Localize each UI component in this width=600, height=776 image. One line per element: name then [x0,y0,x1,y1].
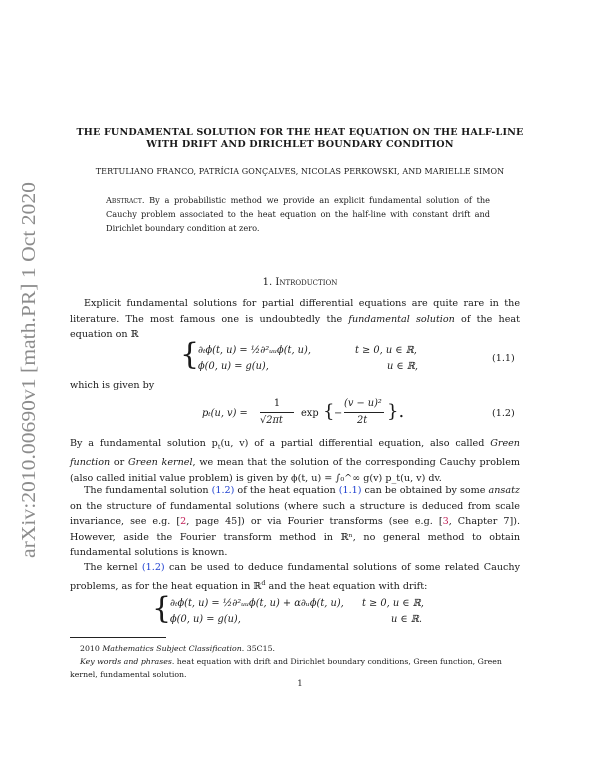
eq12-inner-bar [344,412,384,413]
footnote-rule [70,637,166,638]
eq12-inner-den: 2t [357,415,368,426]
page-number: 1 [297,679,303,689]
intro-paragraph-2: which is given by [70,380,155,391]
eq12-lhs: pₜ(u, v) = [202,408,248,419]
equation-1-1-brace: { [180,337,200,372]
intro-p5-text-c: and the heat equation with drift: [265,580,428,592]
intro-p3-text-d: , we mean that the solution of the corresponding Cauchy problem (also called initial value problem) is given by ϕ(t, u) = ∫₀^∞ g(v) p_t(u, v) dv. [70,457,520,484]
intro-paragraph-1 [70,296,520,343]
eq11-label: (1.1) [492,353,515,364]
eq12-minus: − [334,408,343,419]
eq11-line1: ∂ₜϕ(t, u) = ½∂²ᵤᵤϕ(t, u), [198,345,311,356]
intro-p4-text-c: can be obtained by some [361,485,489,496]
abstract [106,193,490,235]
intro-p3-sub: t [217,442,221,451]
eq12-close-brace: }. [387,401,405,422]
eq12-frac-den: √2πt [260,415,283,426]
eq12-open-brace: { [323,401,335,422]
abstract-text: By a probabilistic method we provide an explicit fundamental solution of the Cauchy problem associated to the heat equation on the half-line with constant drift and Dirichlet boundary condition at zero. [106,195,490,233]
msc-label: Mathematics Subject Classification. [102,644,245,653]
eq13-line1: ∂ₜϕ(t, u) = ½∂²ᵤᵤϕ(t, u) + α∂ᵤϕ(t, u), [170,598,344,609]
section-number: 1. [262,277,273,288]
msc-prefix: 2010 [80,644,103,653]
paper-title-line-1: THE FUNDAMENTAL SOLUTION FOR THE HEAT EQUATION ON THE HALF-LINE [76,127,524,138]
intro-p5-text-b: can be used to deduce fundamental solutions of some related Cauchy problems, as for the heat equation in ℝ [70,562,520,592]
intro-p1-text-b: of the heat equation on ℝ [70,313,520,340]
footnote-keywords [70,655,522,681]
keywords-label: Key words and phrases. [80,657,175,666]
intro-paragraph-5 [70,560,520,594]
citation-2[interactable]: 2 [180,516,187,527]
intro-paragraph-3 [70,436,520,486]
arxiv-identifier [4,180,48,560]
eq12-exp: exp [301,408,319,419]
equation-drift-brace: { [152,591,172,626]
intro-p4-text-e: , page 45]) or via Fourier transforms (see e.g. [ [186,516,443,527]
eq11-cond1: t ≥ 0, u ∈ ℝ, [355,345,417,356]
section-title: Introduction [275,277,338,288]
intro-p4-text-f: , Chapter 7]). However, aside the Fourier transform method in ℝⁿ, no general method to obtain fundamental solutions is known. [70,516,520,558]
equation-ref-1-2-second[interactable]: (1.2) [141,562,165,573]
equation-ref-1-1[interactable]: (1.1) [338,485,362,496]
intro-p3-text-a: By a fundamental solution p [70,438,218,449]
intro-p5-text-a: The kernel [84,562,142,573]
intro-p3-text-b: (u, v) of a partial differential equation, also called [220,438,491,449]
intro-p3-text-c: or [110,457,129,469]
intro-p5-sup: d [261,578,266,587]
eq12-frac-bar [260,412,294,413]
arxiv-identifier-text: arXiv:2010.00690v1 [math.PR] 1 Oct 2020 [18,210,40,558]
footnote-msc [80,642,522,655]
eq12-inner-num: (v − u)² [344,398,382,409]
eq12-label: (1.2) [492,408,515,419]
msc-value: 35C15. [244,644,276,653]
equation-ref-1-2[interactable]: (1.2) [211,485,235,496]
eq12-frac-num: 1 [273,398,281,409]
intro-p4-text-a: The fundamental solution [84,485,212,496]
author-list: TERTULIANO FRANCO, PATRÍCIA GONÇALVES, NICOLAS PERKOWSKI, AND MARIELLE SIMON [95,167,505,176]
paper-title-line-2: WITH DRIFT AND DIRICHLET BOUNDARY CONDITION [146,139,454,150]
eq13-cond2: u ∈ ℝ. [391,614,423,625]
citation-3[interactable]: 3 [442,516,449,527]
intro-p3-green-function: Green function [70,438,520,469]
abstract-label: Abstract. [106,195,145,205]
intro-paragraph-4 [70,483,520,561]
keywords-value: heat equation with drift and Dirichlet boundary conditions, Green function, Green kernel, fundamental solution. [70,657,502,679]
intro-p4-ansatz: ansatz [488,485,520,496]
eq11-cond2: u ∈ ℝ, [387,361,419,372]
intro-p4-text-d: on the structure of fundamental solutions (where such a structure is deduced from scale invariance, see e.g. [ [70,500,520,527]
eq13-cond1: t ≥ 0, u ∈ ℝ, [362,598,424,609]
eq11-line2: ϕ(0, u) = g(u), [198,361,269,372]
intro-p1-text-a: Explicit fundamental solutions for partial differential equations are quite rare in the literature. The most famous one is undoubtedly the [70,298,520,325]
section-heading [60,277,540,288]
arxiv-identifier-svg [4,180,48,560]
intro-p3-green-kernel: Green kernel [128,457,193,469]
intro-p1-emphasis: fundamental solution [348,313,455,325]
intro-p4-text-b: of the heat equation [234,485,339,496]
eq13-line2: ϕ(0, u) = g(u), [170,614,241,625]
